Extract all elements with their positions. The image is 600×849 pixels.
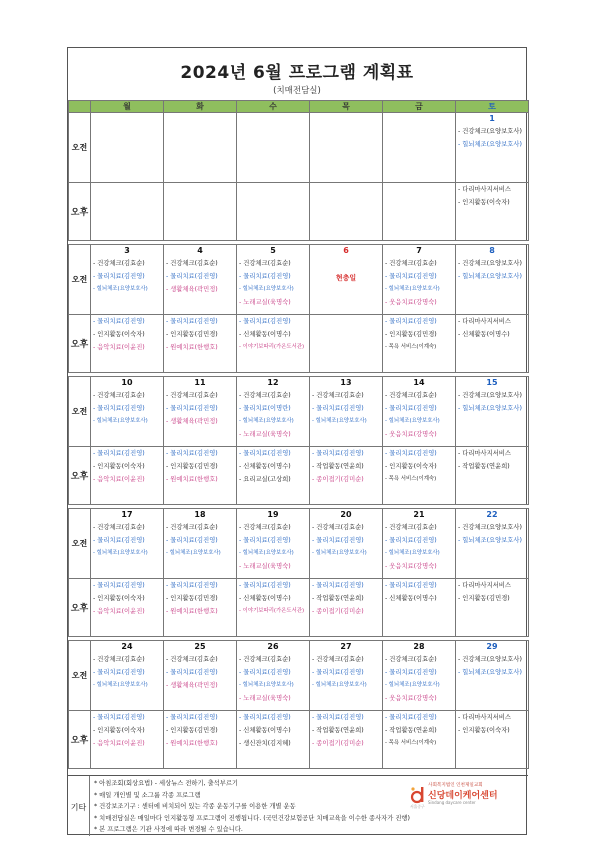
am-cell-tue <box>164 521 237 579</box>
program-item: - 물리치료(김진영) <box>312 536 364 544</box>
program-item: - 작업활동(연윤희) <box>312 595 364 602</box>
am-cell-fri <box>383 257 456 315</box>
program-item: - 힐뇌체조(요양보호사) <box>458 404 522 412</box>
program-item: - 건강체크(김효순) <box>239 391 291 399</box>
program-item: - 신체활동(이명수) <box>239 727 291 734</box>
program-item: - 건강체크(요양보호사) <box>458 127 522 135</box>
note-item: * 치매전담실은 매일마다 인지활동형 프로그램이 진행됩니다. (국민건강보험공단 치매교육을 이수한 종사자가 진행) <box>94 814 410 822</box>
program-item: - 신체활동(이명수) <box>239 595 291 602</box>
program-item: - 힐뇌체조(요양보호사) <box>166 549 221 556</box>
am-cell-mon <box>91 257 164 315</box>
am-label: 오전 <box>69 641 91 711</box>
date-cell-mon: 10 <box>91 377 164 389</box>
weekday-header-row <box>69 101 529 113</box>
program-item: - 물리치료(김진영) <box>312 714 364 721</box>
notes-label: 기타 <box>68 776 90 836</box>
program-item: - 건강체크(요양보호사) <box>458 655 522 663</box>
program-item: - 물리치료(김진영) <box>385 404 437 412</box>
am-cell-tue <box>164 389 237 447</box>
pm-cell-fri <box>383 183 456 241</box>
logo-english-text: Sindang daycare center <box>428 800 476 805</box>
program-item: - 건강체크(김효순) <box>385 391 437 399</box>
pm-cell-tue <box>164 711 237 769</box>
program-item: - 건강체크(김효순) <box>93 523 145 531</box>
pm-cell-mon <box>91 579 164 637</box>
pm-cell-mon <box>91 447 164 505</box>
date-row <box>69 641 529 653</box>
program-item: - 인지활동(김민경) <box>458 595 510 602</box>
date-cell-fri: 7 <box>383 245 456 257</box>
date-cell-thu: 27 <box>310 641 383 653</box>
program-item: - 신체활동(이명수) <box>385 595 437 602</box>
am-cell-thu <box>310 125 383 183</box>
pm-cell-thu <box>310 711 383 769</box>
program-item: - 건강체크(김효순) <box>312 391 364 399</box>
weekday-header-sat: 토 <box>456 101 529 113</box>
pm-cell-fri <box>383 447 456 505</box>
program-item: - 다리마사지서비스 <box>458 714 511 721</box>
am-row <box>69 653 529 711</box>
am-cell-fri <box>383 521 456 579</box>
program-item: - 생활체육(곽민정) <box>166 285 218 293</box>
weekday-header-wed: 수 <box>237 101 310 113</box>
program-item: - 작업활동(연윤희) <box>385 727 437 734</box>
pm-cell-tue <box>164 447 237 505</box>
pm-cell-wed <box>237 315 310 373</box>
calendar-body <box>69 113 529 769</box>
program-item: - 물리치료(김진영) <box>239 536 291 544</box>
program-item: - 물리치료(김진영) <box>385 272 437 280</box>
pm-row <box>69 315 529 373</box>
date-cell-wed: 5 <box>237 245 310 257</box>
program-item: - 웃음치료(강명숙) <box>385 562 437 570</box>
am-cell-mon <box>91 653 164 711</box>
program-item: - 인지활동(이숙자) <box>458 727 510 734</box>
pm-cell-mon <box>91 711 164 769</box>
pm-label: 오후 <box>69 315 91 373</box>
program-item: - 물리치료(김진영) <box>166 318 218 325</box>
program-item: - 힐뇌체조(요양보호사) <box>385 285 440 292</box>
program-item: - 인지활동(이숙자) <box>93 463 145 470</box>
program-item: - 작업활동(연윤희) <box>312 727 364 734</box>
program-item: - 물리치료(김진영) <box>312 450 364 457</box>
am-cell-wed <box>237 521 310 579</box>
am-cell-tue <box>164 653 237 711</box>
program-item: - 힐뇌체조(요양보호사) <box>458 140 522 148</box>
note-item: * 건강보조기구 : 센터에 비치되어 있는 각종 운동기구를 이용한 개별 운동 <box>94 803 296 810</box>
date-cell-mon: 3 <box>91 245 164 257</box>
program-item: - 힐뇌체조(요양보호사) <box>93 549 148 556</box>
program-item: - 물리치료(김진영) <box>93 318 145 325</box>
am-cell-sat <box>456 521 529 579</box>
weekday-header-fri: 금 <box>383 101 456 113</box>
program-item: - 힐뇌체조(요양보호사) <box>385 549 440 556</box>
am-cell-mon <box>91 389 164 447</box>
program-item: - 물리치료(김진영) <box>93 668 145 676</box>
pm-cell-wed <box>237 447 310 505</box>
pm-row <box>69 183 529 241</box>
am-cell-tue <box>164 125 237 183</box>
date-cell-mon: 17 <box>91 509 164 521</box>
header-corner <box>69 101 91 113</box>
program-item: - 인지활동(이숙자) <box>93 727 145 734</box>
program-item: - 물리치료(김진영) <box>385 668 437 676</box>
pm-cell-thu <box>310 183 383 241</box>
date-cell-mon <box>91 113 164 125</box>
program-item: - 물리치료(김진영) <box>93 582 145 589</box>
program-item: - 인지활동(김민경) <box>166 727 218 734</box>
notes-section <box>68 775 528 836</box>
program-item: - 노래교실(육명숙) <box>239 430 291 438</box>
note-item: * 본 프로그램은 기관 사정에 따라 변경될 수 있습니다. <box>94 826 243 833</box>
pm-cell-sat <box>456 183 529 241</box>
program-item: - 인지활동(이숙자) <box>385 463 437 470</box>
program-item: - 물리치료(김진영) <box>385 318 437 325</box>
program-item: - 물리치료(김진영) <box>312 404 364 412</box>
program-item: - 물리치료(김진영) <box>166 536 218 544</box>
date-cell-fri: 14 <box>383 377 456 389</box>
notes-list <box>94 778 410 836</box>
program-item: - 물리치료(김진영) <box>93 714 145 721</box>
pm-cell-fri <box>383 315 456 373</box>
program-item: - 건강체크(김효순) <box>93 391 145 399</box>
logo-name-text: 신당데이케어센터 <box>428 791 498 801</box>
am-cell-fri <box>383 653 456 711</box>
date-cell-wed: 12 <box>237 377 310 389</box>
date-cell-sat: 1 <box>456 113 529 125</box>
program-item: - 인지활동(이숙자) <box>458 199 510 206</box>
program-item: - 건강체크(김효순) <box>93 655 145 663</box>
am-row <box>69 125 529 183</box>
am-cell-sat <box>456 653 529 711</box>
program-item: - 힐뇌체조(요양보호사) <box>93 285 148 292</box>
date-cell-tue: 11 <box>164 377 237 389</box>
am-cell-fri <box>383 389 456 447</box>
am-cell-thu <box>310 521 383 579</box>
program-item: - 원예치료(한행호) <box>166 740 218 747</box>
program-item: - 생신잔치(김지혜) <box>239 740 291 747</box>
program-item: - 힐뇌체조(요양보호사) <box>385 417 440 424</box>
am-cell-wed <box>237 389 310 447</box>
program-item: - 물리치료(김진영) <box>239 450 291 457</box>
note-item: * 매일 개인별 및 소그룹 각종 프로그램 <box>94 791 201 799</box>
program-item: - 물리치료(김진영) <box>239 272 291 280</box>
am-label: 오전 <box>69 509 91 579</box>
program-item: - 인지활동(김민경) <box>166 331 218 338</box>
program-item: - 물리치료(김진영) <box>385 582 437 589</box>
pm-cell-thu <box>310 579 383 637</box>
program-item: - 물리치료(김진영) <box>312 582 364 589</box>
program-item: - 물리치료(김진영) <box>239 318 291 325</box>
program-item: - 목욕 서비스(이계숙) <box>385 476 437 482</box>
pm-label: 오후 <box>69 711 91 769</box>
program-item: - 음악치료(이윤진) <box>93 608 145 615</box>
program-item: - 힐뇌체조(요양보호사) <box>93 681 148 688</box>
program-item: - 건강체크(김효순) <box>166 655 218 663</box>
program-item: - 인지활동(김민경) <box>166 595 218 602</box>
note-item: * 아침조회(회상요법) - 세상뉴스 전하기, 출석부르기 <box>94 780 238 787</box>
program-item: - 물리치료(김진영) <box>385 714 437 721</box>
am-label: 오전 <box>69 113 91 183</box>
am-cell-fri <box>383 125 456 183</box>
program-item: - 건강체크(김효순) <box>312 655 364 663</box>
program-item: - 이야기보따리(가온도서관) <box>239 608 305 614</box>
date-cell-wed: 26 <box>237 641 310 653</box>
date-row <box>69 509 529 521</box>
program-item: - 건강체크(김효순) <box>312 523 364 531</box>
program-item: - 건강체크(김효순) <box>166 259 218 267</box>
date-cell-fri: 21 <box>383 509 456 521</box>
program-item: - 건강체크(김효순) <box>385 259 437 267</box>
program-item: - 인지활동(이숙자) <box>93 595 145 602</box>
program-item: - 물리치료(김진영) <box>239 668 291 676</box>
date-cell-tue: 4 <box>164 245 237 257</box>
am-cell-thu <box>310 257 383 315</box>
program-item: - 건강체크(김효순) <box>239 259 291 267</box>
program-item: - 노래교실(육명숙) <box>239 562 291 570</box>
date-cell-fri <box>383 113 456 125</box>
program-item: - 물리치료(김진영) <box>385 536 437 544</box>
date-cell-mon: 24 <box>91 641 164 653</box>
program-item: - 힐뇌체조(요양보호사) <box>93 417 148 424</box>
am-label: 오전 <box>69 377 91 447</box>
program-schedule-sheet <box>67 47 527 835</box>
date-cell-thu: 20 <box>310 509 383 521</box>
date-cell-wed <box>237 113 310 125</box>
program-item: - 물리치료(김진영) <box>166 668 218 676</box>
pm-row <box>69 711 529 769</box>
weekday-header-mon: 월 <box>91 101 164 113</box>
program-item: - 물리치료(김진영) <box>239 714 291 721</box>
program-item: - 생활체육(곽민정) <box>166 417 218 425</box>
date-cell-wed: 19 <box>237 509 310 521</box>
am-row <box>69 389 529 447</box>
pm-cell-tue <box>164 183 237 241</box>
program-item: - 원예치료(한행호) <box>166 476 218 483</box>
am-cell-mon <box>91 125 164 183</box>
program-item: - 힐뇌체조(요양보호사) <box>312 549 367 556</box>
program-item: - 신체활동(이명수) <box>239 331 291 338</box>
weekday-header-thu: 목 <box>310 101 383 113</box>
program-item: - 인지활동(이숙자) <box>93 331 145 338</box>
am-row <box>69 521 529 579</box>
date-cell-thu: 13 <box>310 377 383 389</box>
program-item: - 힐뇌체조(요양보호사) <box>239 285 294 292</box>
pm-cell-thu <box>310 315 383 373</box>
am-cell-wed <box>237 125 310 183</box>
program-item: - 음악치료(이윤진) <box>93 344 145 351</box>
program-item: - 물리치료(김진영) <box>93 272 145 280</box>
program-item: - 인지활동(김민경) <box>166 463 218 470</box>
program-item: - 건강체크(김효순) <box>385 655 437 663</box>
date-cell-thu <box>310 113 383 125</box>
date-cell-fri: 28 <box>383 641 456 653</box>
logo-org-text: 사회복지법인 인천제일교회 <box>428 783 483 788</box>
program-item: - 힐뇌체조(요양보호사) <box>312 681 367 688</box>
am-cell-mon <box>91 521 164 579</box>
pm-cell-tue <box>164 579 237 637</box>
date-cell-sat: 22 <box>456 509 529 521</box>
pm-cell-sat <box>456 447 529 505</box>
pm-cell-mon <box>91 183 164 241</box>
am-cell-wed <box>237 257 310 315</box>
program-item: - 원예치료(한행호) <box>166 344 218 351</box>
program-item: - 건강체크(김효순) <box>166 391 218 399</box>
am-cell-thu <box>310 389 383 447</box>
program-item: - 힐뇌체조(요양보호사) <box>458 668 522 676</box>
date-row <box>69 377 529 389</box>
program-item: - 힐뇌체조(요양보호사) <box>458 536 522 544</box>
program-item: - 이야기보따리(가온도서관) <box>239 344 305 350</box>
program-item: - 물리치료(김진영) <box>93 404 145 412</box>
date-cell-tue: 25 <box>164 641 237 653</box>
program-item: - 원예치료(한행호) <box>166 608 218 615</box>
program-item: - 인지활동(김민경) <box>385 331 437 338</box>
date-cell-tue: 18 <box>164 509 237 521</box>
date-cell-sat: 29 <box>456 641 529 653</box>
date-cell-thu: 6 <box>310 245 383 257</box>
pm-cell-wed <box>237 711 310 769</box>
calendar-table <box>68 100 529 769</box>
program-item: - 물리치료(김진영) <box>93 536 145 544</box>
logo-mark-icon <box>410 786 426 804</box>
program-item: - 요리교실(고상희) <box>239 476 291 483</box>
date-row <box>69 113 529 125</box>
program-item: - 작업활동(연윤희) <box>458 463 510 470</box>
program-item: - 종이접기(김미순) <box>312 476 364 483</box>
pm-cell-thu <box>310 447 383 505</box>
page-subtitle: (치매전담실) <box>273 86 321 96</box>
program-item: - 건강체크(김효순) <box>93 259 145 267</box>
program-item: - 신체활동(이명수) <box>239 463 291 470</box>
program-item: - 종이접기(김미순) <box>312 608 364 615</box>
program-item: - 물리치료(김진영) <box>166 272 218 280</box>
program-item: - 힐뇌체조(요양보호사) <box>239 681 294 688</box>
holiday-label: 현충일 <box>335 273 357 282</box>
pm-cell-tue <box>164 315 237 373</box>
program-item: - 건강체크(김효순) <box>385 523 437 531</box>
program-item: - 물리치료(이명란) <box>239 404 291 412</box>
program-item: - 물리치료(김진영) <box>166 450 218 457</box>
pm-cell-wed <box>237 183 310 241</box>
am-cell-thu <box>310 653 383 711</box>
program-item: - 물리치료(김진영) <box>385 450 437 457</box>
program-item: - 다리마사지서비스 <box>458 450 511 457</box>
date-cell-tue <box>164 113 237 125</box>
program-item: - 다리마사지서비스 <box>458 582 511 589</box>
pm-label: 오후 <box>69 183 91 241</box>
program-item: - 힐뇌체조(요양보호사) <box>239 549 294 556</box>
program-item: - 물리치료(김진영) <box>166 714 218 721</box>
program-item: - 물리치료(김진영) <box>93 450 145 457</box>
pm-label: 오후 <box>69 579 91 637</box>
program-item: - 물리치료(김진영) <box>166 404 218 412</box>
program-item: - 웃음치료(강명숙) <box>385 430 437 438</box>
weekday-header-tue: 화 <box>164 101 237 113</box>
program-item: - 웃음치료(강명숙) <box>385 694 437 702</box>
program-item: - 건강체크(요양보호사) <box>458 391 522 399</box>
pm-cell-fri <box>383 711 456 769</box>
program-item: - 작업활동(연윤희) <box>312 463 364 470</box>
pm-row <box>69 579 529 637</box>
date-row <box>69 245 529 257</box>
pm-cell-sat <box>456 579 529 637</box>
program-item: - 건강체크(요양보호사) <box>458 523 522 531</box>
program-item: - 음악치료(이윤진) <box>93 740 145 747</box>
page-title: 2024년 6월 프로그램 계획표 <box>180 63 414 83</box>
center-logo <box>410 782 518 808</box>
program-item: - 다리마사지서비스 <box>458 186 511 193</box>
date-cell-sat: 15 <box>456 377 529 389</box>
program-item: - 웃음치료(강명숙) <box>385 298 437 306</box>
program-item: - 생활체육(곽민정) <box>166 681 218 689</box>
am-row <box>69 257 529 315</box>
program-item: - 건강체크(김효순) <box>166 523 218 531</box>
pm-cell-fri <box>383 579 456 637</box>
program-item: - 건강체크(김효순) <box>239 523 291 531</box>
am-cell-wed <box>237 653 310 711</box>
am-cell-sat <box>456 125 529 183</box>
program-item: - 목욕 서비스(이계숙) <box>385 344 437 350</box>
program-item: - 힐뇌체조(요양보호사) <box>458 272 522 280</box>
program-item: - 물리치료(김진영) <box>166 582 218 589</box>
pm-row <box>69 447 529 505</box>
program-item: - 힐뇌체조(요양보호사) <box>239 417 294 424</box>
program-item: - 물리치료(김진영) <box>239 582 291 589</box>
program-item: - 음악치료(이윤진) <box>93 476 145 483</box>
program-item: - 힐뇌체조(요양보호사) <box>312 417 367 424</box>
am-label: 오전 <box>69 245 91 315</box>
am-cell-sat <box>456 257 529 315</box>
program-item: - 종이접기(김미순) <box>312 740 364 747</box>
program-item: - 건강체크(김효순) <box>239 655 291 663</box>
pm-cell-wed <box>237 579 310 637</box>
logo-city-text: 서울중구 <box>410 804 425 809</box>
program-item: - 신체활동(이명수) <box>458 331 510 338</box>
program-item: - 목욕 서비스(이계숙) <box>385 740 437 746</box>
am-cell-tue <box>164 257 237 315</box>
program-item: - 건강체크(요양보호사) <box>458 259 522 267</box>
program-item: - 물리치료(김진영) <box>312 668 364 676</box>
pm-cell-sat <box>456 711 529 769</box>
program-item: - 노래교실(육명숙) <box>239 298 291 306</box>
pm-label: 오후 <box>69 447 91 505</box>
pm-cell-mon <box>91 315 164 373</box>
program-item: - 힐뇌체조(요양보호사) <box>385 681 440 688</box>
am-cell-sat <box>456 389 529 447</box>
pm-cell-sat <box>456 315 529 373</box>
date-cell-sat: 8 <box>456 245 529 257</box>
program-item: - 노래교실(육명숙) <box>239 694 291 702</box>
program-item: - 다리마사지서비스 <box>458 318 511 325</box>
